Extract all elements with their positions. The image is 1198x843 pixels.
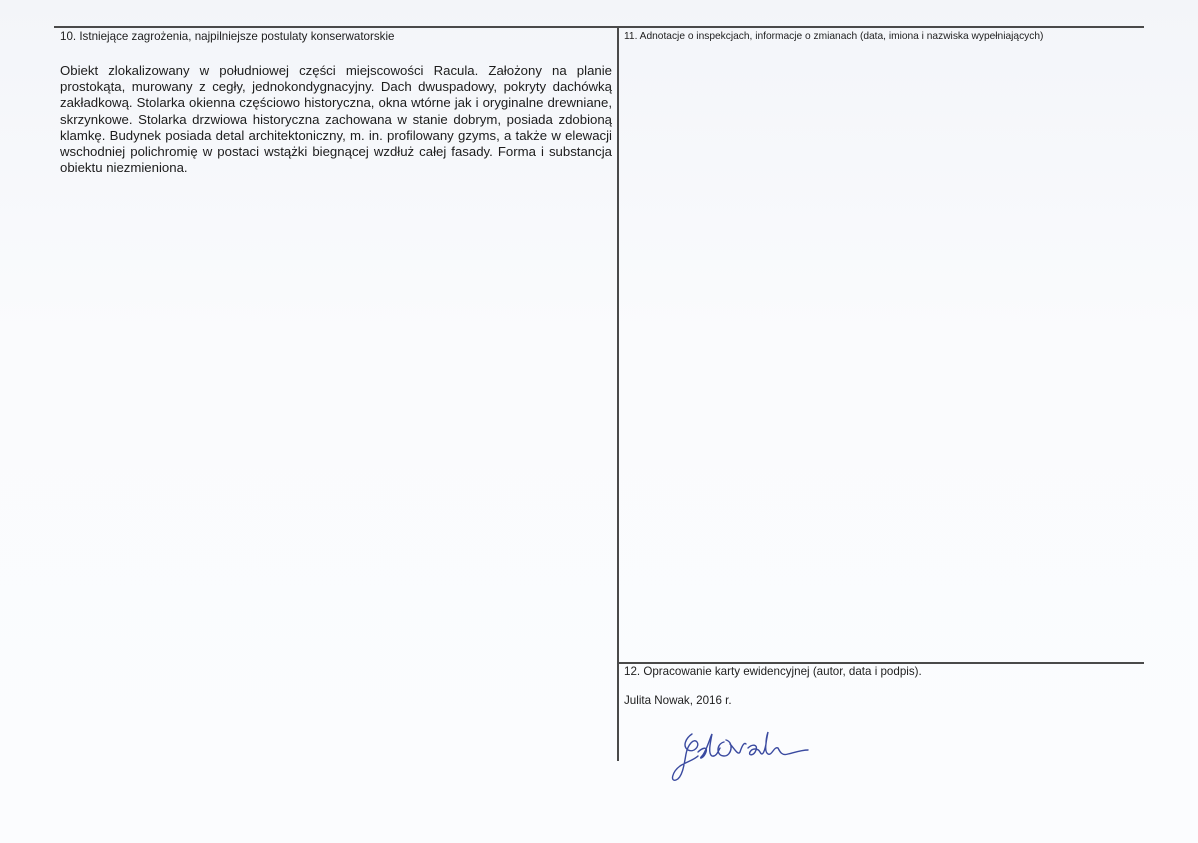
- section10-heading: 10. Istniejące zagrożenia, najpilniejsze postulaty konserwatorskie: [60, 30, 395, 43]
- column-divider: [617, 26, 619, 761]
- section11-heading: 11. Adnotacje o inspekcjach, informacje o zmianach (data, imiona i nazwiska wypełniających): [624, 31, 1044, 42]
- section10-body: Obiekt zlokalizowany w południowej części miejscowości Racula. Założony na planie prostokąta, murowany z cegły, jednokondygnacyjny. Dach dwuspadowy, pokryty dachówką zakładkową. Stolarka okienna częściowo historyczna, okna wtórne jak i oryginalne drewniane, skrzynkowe. Stolarka drzwiowa historyczna zachowana w stanie dobrym, posiada zdobioną klamkę. Budynek posiada detal architektoniczny, m. in. profilowany gzyms, a także w elewacji wschodniej polichromię w postaci wstążki biegnącej wzdłuż całej fasady. Forma i substancja obiektu niezmieniona.: [60, 63, 612, 176]
- section12-rule: [617, 662, 1144, 664]
- signature-icon: [664, 724, 814, 784]
- top-rule: [54, 26, 1144, 28]
- author-date: Julita Nowak, 2016 r.: [624, 694, 732, 707]
- section12-heading: 12. Opracowanie karty ewidencyjnej (autor, data i podpis).: [624, 665, 922, 678]
